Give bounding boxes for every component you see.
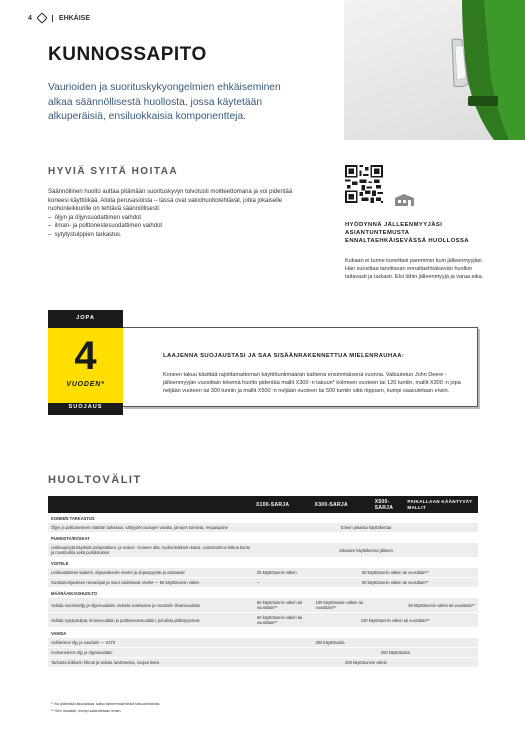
table-cell: 50 käyttötunnin välein tai vuosittain** <box>313 578 478 588</box>
table-cell: Voimansiirron öljy ja öljynsuodatin <box>48 648 254 658</box>
table-cell: Vaihda moottoriöljy ja öljynsuodatin, tarkista voiteluaine ja moottorin ilmansuodatin <box>48 598 254 613</box>
table-header-cell: X500-SARJA <box>373 496 406 513</box>
dealer-heading: HYÖDYNNÄ JÄLLEENMYYJÄSI ASIANTUNTEMUSTA ENNALTAEHKÄISEVÄSSÄ HUOLLOSSA <box>345 222 469 244</box>
table-cell: Leikkuupöytä käytöstä poispanttaen, ja roskat – koneen alta, ruohonleikkurin kansi, voimansiirron letkun kunto ja moottoritila sekä puhdistukset <box>48 543 254 558</box>
table-row <box>48 578 478 588</box>
table-row <box>48 568 478 578</box>
good-reasons-paragraph: Säännöllinen huolto auttaa pitämään suorituskyvyn toivotusti moitteettomana ja voi pidentää koneesi käyttöikää. Aloita perusasioista – tässä ovat vakiohuoltotehtävät, jotka jokaiselle ruohonleikkurille on tehtävä säännöllisesti: <box>48 189 293 213</box>
good-reasons-section <box>48 188 293 240</box>
table-cell: VAIHDA <box>48 628 478 639</box>
table-cell: 100 käyttötunnin välein tai vuosittain** <box>313 613 478 628</box>
table-cell: Sivuttaisohjauksen rasvanipat ja muut voideltavat nivelet — 50 käyttötunnin välein <box>48 578 254 588</box>
table-cell: Ennen jokaista käyttökertaa <box>254 523 478 533</box>
divider <box>52 15 53 22</box>
table-cell: Öljyn ja polttonesteen määrän tarkastus, vähyydet vuotojen varalta, jarrujen toiminta, rengaspaine <box>48 523 254 533</box>
page-title: KUNNOSSAPITO <box>48 44 207 65</box>
table-cell: 50 käyttötunnin välein tai vuosittain** <box>405 598 478 613</box>
table-section-row <box>48 588 478 599</box>
table-header-cell: X300-SARJA <box>313 496 373 513</box>
table-cell: VOITELE <box>48 558 478 569</box>
badge-top-text: JOPA <box>76 315 95 321</box>
badge-number: 4 <box>74 334 97 378</box>
warranty-badge <box>48 310 123 415</box>
table-header-cell: X100-SARJA <box>254 496 313 513</box>
table-cell <box>254 638 313 648</box>
table-cell <box>254 648 313 658</box>
good-reasons-heading: HYVIÄ SYITÄ HOITAA <box>48 166 179 177</box>
table-row <box>48 598 478 613</box>
table-cell <box>373 638 406 648</box>
table-cell: 50 käyttötunnin välein tai vuosittain** <box>254 613 313 628</box>
table-cell: Jokaisen käyttökerran jälkeen <box>254 543 478 558</box>
footnotes <box>51 701 471 714</box>
table-section-row <box>48 533 478 544</box>
list-item: – ilman- ja polttonestesuodattimen vaihdot <box>48 223 163 230</box>
table-row <box>48 658 478 668</box>
table-cell: 200 käyttötuntia <box>313 648 478 658</box>
table-cell: Vaihda sytytystulpat, ilmansuodatin ja polttonestesuodatin; puhdista jäähdytysrivat <box>48 613 254 628</box>
dealer-shop-icon <box>394 194 415 206</box>
table-cell: 200 käyttötunnin välein <box>254 658 478 668</box>
table-section-row <box>48 513 478 523</box>
table-cell: KONEEN TARKASTUS <box>48 513 478 523</box>
list-item: – öljyn ja öljynsuodattimen vaihdot <box>48 214 142 221</box>
badge-years: VUODEN* <box>66 381 105 388</box>
mower-headlight-image <box>344 0 525 140</box>
table-cell: – <box>254 578 313 588</box>
table-body <box>48 513 478 668</box>
table-cell: 100 käyttötunnin välein tai vuosittain** <box>313 598 373 613</box>
footnote: * Voi pidentää takuuaikaa; katso tarkemmat tiedot takuuehdoista. <box>51 702 161 706</box>
table-cell: 50 käyttötunnin välein tai vuosittain** <box>313 568 478 578</box>
section-label: EHKÄISE <box>58 14 91 22</box>
table-cell: Vaihteiston öljy ja suodatin — X370 <box>48 638 254 648</box>
dealer-text: Kukaan ei tunne konettasi paremmin kuin jälleenmyyjäsi. Hän suosittaa tarvittavan ennaltaehkäisevän huollon taitavasti ja tarkasti. Etsi lähin jälleenmyyjä ja varaa aika. <box>345 258 484 280</box>
lead-paragraph: Vaurioiden ja suorituskykyongelmien ehkäiseminen alkaa säännöllisestä huollosta, jossa käytetään alkuperäisiä, ensiluokkaisia komponentteja. <box>48 82 281 122</box>
table-row <box>48 638 478 648</box>
warranty-text: Koneen takuu käsittää rajoittamattoman käyttötuntimäärän kahtena ensimmäisenä vuonna. Valtuutetun John Deere -jälleenmyyjän vuosittain tekemä huolto pidentää mallit X300 :n takuun* kolmeen vuoteen tai 120 tuntiin, mallit X300 :n jopa neljään vuoteen tai 300 tuntiin ja mallit X500 :n neljään vuoteen tai 500 tuntiin siitä riippuen, kumpi saavutetaan ensin. <box>163 372 461 395</box>
table-cell <box>373 598 406 613</box>
table-row <box>48 613 478 628</box>
table-cell: 50 käyttötunnin välein tai vuosittain** <box>254 598 313 613</box>
warranty-heading: LAAJENNA SUOJAUSTASI JA SAA SISÄÄNRAKENNETTUA MIELENRAUHAA: <box>163 353 405 359</box>
table-cell: MÄÄRÄAIKAISHUOLTO <box>48 588 478 599</box>
table-header-row <box>48 496 478 513</box>
table-cell: PUHDISTA/ROSKAT <box>48 533 478 544</box>
maintenance-table <box>48 496 478 668</box>
badge-bottom-text: SUOJAUS <box>68 404 103 410</box>
table-row <box>48 648 478 658</box>
table-cell: Tarkasta leikkurin hihnat ja vaihda tarvittaessa, suojaa itsesi <box>48 658 254 668</box>
table-header-cell: PAIKALLAAN KÄÄNTYVÄT MALLIT <box>405 496 478 513</box>
list-item: – sytytystulppien tarkastus. <box>48 231 122 238</box>
qr-code-icon[interactable] <box>345 165 383 203</box>
page-header <box>28 14 90 22</box>
page-number: 4 <box>28 14 32 22</box>
table-section-row <box>48 628 478 639</box>
table-row <box>48 543 478 558</box>
table-section-row <box>48 558 478 569</box>
table-row <box>48 523 478 533</box>
table-cell: 200 käyttötuntia <box>313 638 373 648</box>
mower-photo <box>344 0 525 140</box>
hexagon-icon <box>36 12 47 23</box>
table-cell <box>405 638 478 648</box>
intervals-heading: HUOLTOVÄLIT <box>48 474 142 486</box>
table-cell: 25 käyttötunnin välein <box>254 568 313 578</box>
table-cell: Leikkuulaitteen laakerit, ohjausakselin nivelet ja ohjauspyörät ja vastaavat <box>48 568 254 578</box>
footnote: ** Sen mukaan, kumpi saavutetaan ensin. <box>51 708 122 713</box>
table-header-cell <box>48 496 254 513</box>
